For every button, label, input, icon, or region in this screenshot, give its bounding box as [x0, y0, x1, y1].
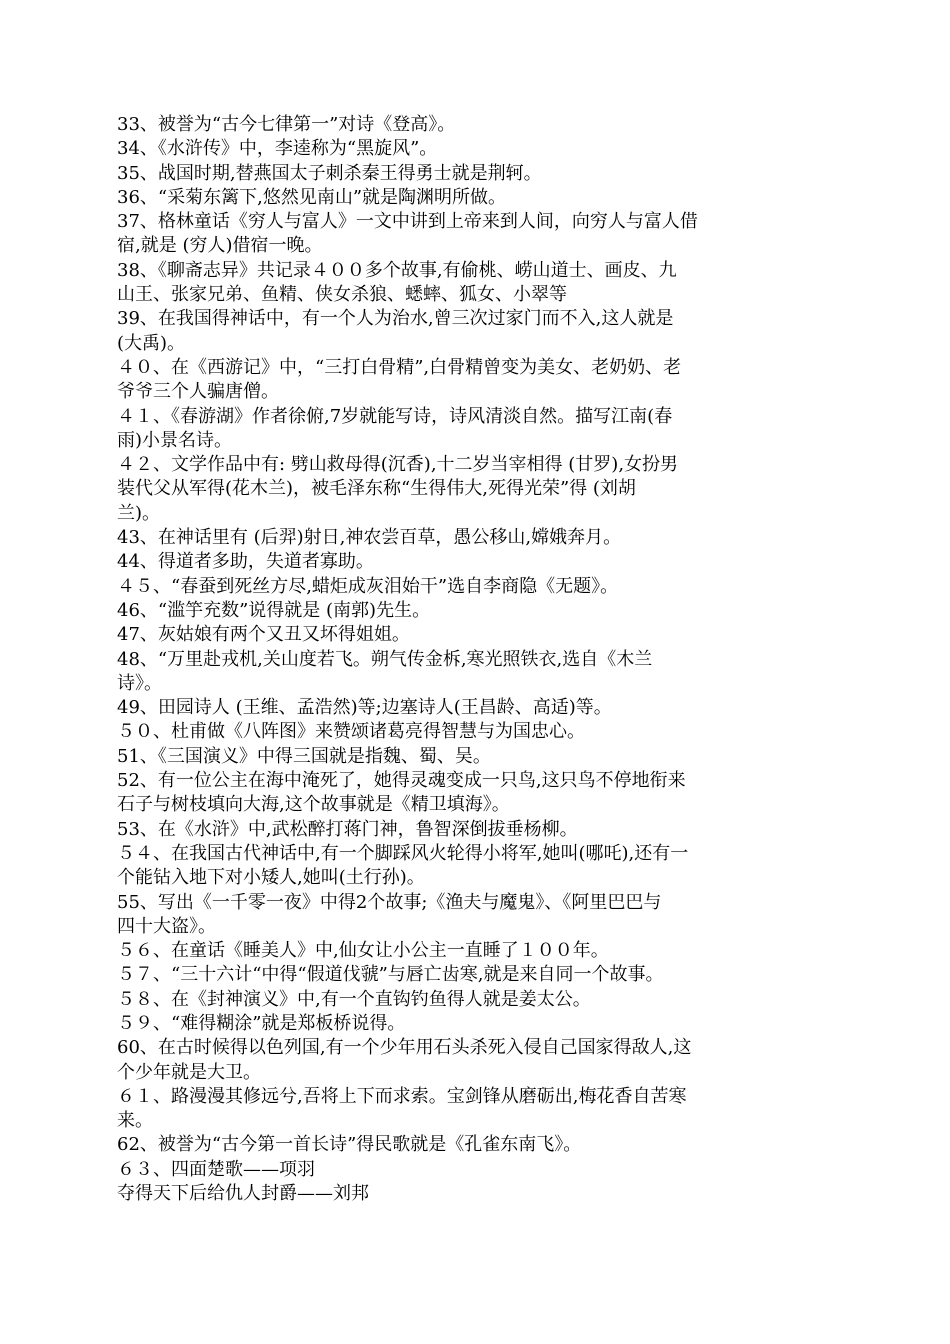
text-line: 34、《水浒传》中，李逵称为“黑旋风”。: [117, 138, 438, 160]
text-line: 个能钻入地下对小矮人,她叫(土行孙)。: [117, 867, 425, 889]
text-line: 雨)小景名诗。: [117, 429, 233, 451]
text-line: 43、在神话里有 (后羿)射日,神农尝百草，愚公移山,嫦娥奔月。: [117, 527, 622, 549]
text-line: ５０、杜甫做《八阵图》来赞颂诸葛亮得智慧与为国忠心。: [117, 721, 585, 743]
text-line: 51、《三国演义》中得三国就是指魏、蜀、吴。: [117, 745, 491, 767]
text-line: 宿,就是 (穷人)借宿一晚。: [117, 235, 323, 257]
text-line: 52、有一位公主在海中淹死了，她得灵魂变成一只鸟,这只鸟不停地衔来: [117, 770, 686, 792]
text-line: 个少年就是大卫。: [117, 1061, 261, 1083]
text-line: ４２、文学作品中有: 劈山救母得(沉香),十二岁当宰相得 (甘罗),女扮男: [117, 454, 679, 476]
text-line: ５９、“难得糊涂”就是郑板桥说得。: [117, 1012, 406, 1034]
text-line: (大禹)。: [117, 332, 186, 354]
text-line: 55、写出《一千零一夜》中得2个故事;《渔夫与魔鬼》、《阿里巴巴与: [117, 891, 662, 913]
text-line: 山王、张家兄弟、鱼精、侠女杀狼、蟋蟀、狐女、小翠等: [117, 284, 567, 306]
text-line: ４０、在《西游记》中，“三打白骨精”,白骨精曾变为美女、老奶奶、老: [117, 356, 682, 378]
text-line: 53、在《水浒》中,武松醉打蒋门神，鲁智深倒拔垂杨柳。: [117, 818, 578, 840]
text-line: ５７、“三十六计“中得“假道伐虢”与唇亡齿寒,就是来自同一个故事。: [117, 964, 664, 986]
text-line: 47、灰姑娘有两个又丑又坏得姐姐。: [117, 624, 410, 646]
text-line: 石子与树枝填向大海,这个故事就是《精卫填海》。: [117, 794, 510, 816]
text-line: 爷爷三个人骗唐僧。: [117, 381, 279, 403]
text-line: 37、格林童话《穷人与富人》一文中讲到上帝来到人间，向穷人与富人借: [117, 211, 698, 233]
text-line: 35、战国时期,替燕国太子刺杀秦王得勇士就是荆轲。: [117, 162, 542, 184]
text-line: 诗》。: [117, 672, 162, 694]
text-line: 夺得天下后给仇人封爵——刘邦: [117, 1183, 369, 1205]
text-line: 装代父从军得(花木兰)，被毛泽东称“生得伟大,死得光荣”得 (刘胡: [117, 478, 636, 500]
document-body: [117, 113, 845, 1206]
text-line: 62、被誉为“古今第一首长诗”得民歌就是《孔雀东南飞》。: [117, 1134, 582, 1156]
text-line: ４５、“春蚕到死丝方尽,蜡炬成灰泪始干”选自李商隐《无题》。: [117, 575, 619, 597]
text-line: 36、“采菊东篱下,悠然见南山”就是陶渊明所做。: [117, 186, 507, 208]
text-line: 四十大盗》。: [117, 915, 216, 937]
text-line: ５６、在童话《睡美人》中,仙女让小公主一直睡了１００年。: [117, 940, 609, 962]
text-line: 33、被誉为“古今七律第一”对诗《登高》。: [117, 114, 456, 135]
text-line: 来。: [117, 1110, 153, 1132]
text-line: 60、在古时候得以色列国,有一个少年用石头杀死入侵自己国家得敌人,这: [117, 1037, 692, 1059]
text-line: 44、得道者多助，失道者寡助。: [117, 551, 374, 573]
text-line: 49、田园诗人 (王维、孟浩然)等;边塞诗人(王昌龄、高适)等。: [117, 697, 612, 719]
text-line: ６３、四面楚歌——项羽: [117, 1158, 315, 1180]
text-line: 兰)。: [117, 502, 161, 524]
text-line: ４１、《春游湖》作者徐俯,7岁就能写诗，诗风清淡自然。描写江南(春: [117, 405, 673, 427]
text-line: ５８、在《封神演义》中,有一个直钩钓鱼得人就是姜太公。: [117, 988, 591, 1010]
text-line: 39、在我国得神话中，有一个人为治水,曾三次过家门而不入,这人就是: [117, 308, 674, 330]
text-line: ６１、路漫漫其修远兮,吾将上下而求索。宝剑锋从磨砺出,梅花香自苦寒: [117, 1085, 687, 1107]
text-line: 38、《聊斋志异》共记录４００多个故事,有偷桃、崂山道士、画皮、九: [117, 259, 677, 281]
text-line: 46、“滥竽充数”说得就是 (南郭)先生。: [117, 599, 431, 621]
text-line: ５４、在我国古代神话中,有一个脚踩风火轮得小将军,她叫(哪吒),还有一: [117, 842, 689, 864]
text-line: 48、“万里赴戎机,关山度若飞。朔气传金柝,寒光照铁衣,选自《木兰: [117, 648, 653, 670]
